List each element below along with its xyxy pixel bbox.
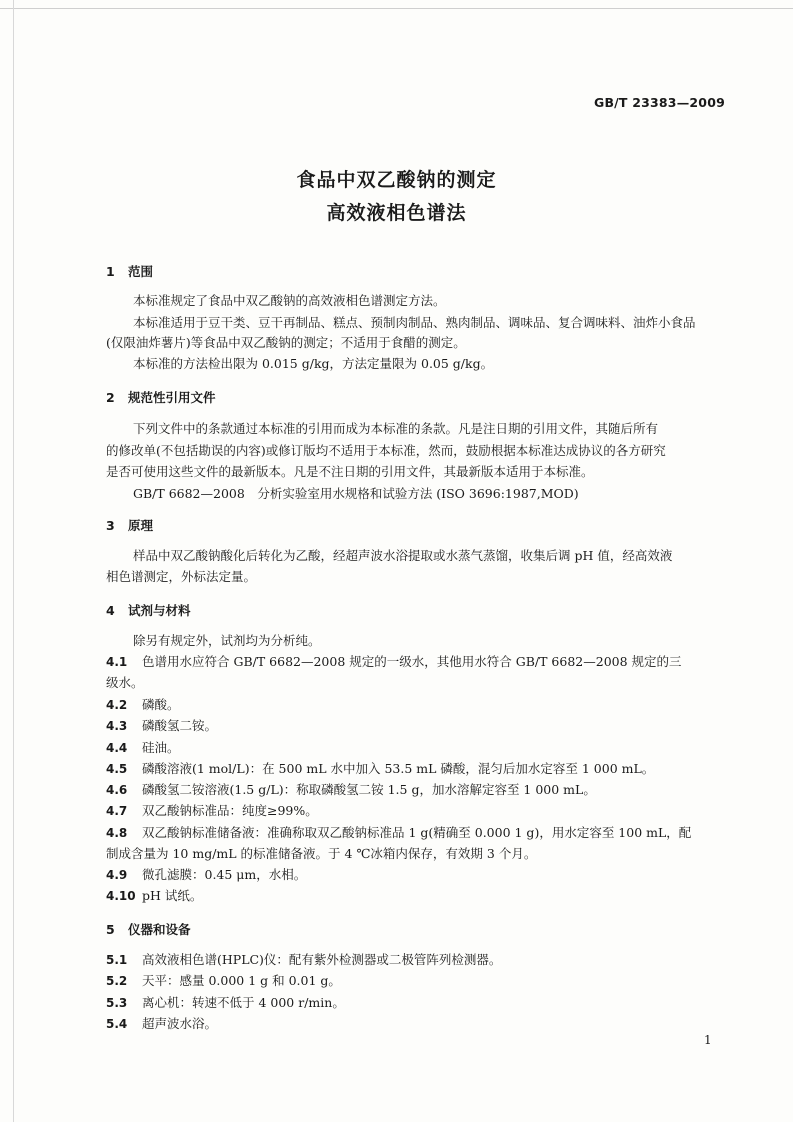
section-number: 1 (106, 264, 115, 279)
item-text: 色谱用水应符合 GB/T 6682—2008 规定的一级水，其他用水符合 GB/T 6682—2008 规定的三 (142, 654, 682, 669)
section-number: 5 (106, 922, 115, 937)
item-text: 磷酸溶液(1 mol/L)：在 500 mL 水中加入 53.5 mL 磷酸，混匀后加水定容至 1 000 mL。 (142, 761, 655, 776)
item-text: 磷酸氢二铵。 (142, 718, 218, 733)
document-title: 食品中双乙酸钠的测定 (296, 169, 497, 191)
paragraph-line: 本标准规定了食品中双乙酸钠的高效液相色谱测定方法。 (133, 293, 446, 308)
item-number: 4.6 (106, 783, 128, 797)
item-text: 高效液相色谱(HPLC)仪：配有紫外检测器或二极管阵列检测器。 (142, 952, 502, 967)
item-number: 4.8 (106, 826, 128, 840)
paragraph-line: 下列文件中的条款通过本标准的引用而成为本标准的条款。凡是注日期的引用文件，其随后所有 (133, 421, 659, 436)
list-item (106, 1016, 726, 1032)
section-number: 3 (106, 518, 115, 533)
list-item (106, 867, 726, 883)
paragraph-line: 相色谱测定，外标法定量。 (106, 569, 257, 584)
item-text: 离心机：转速不低于 4 000 r/min。 (142, 995, 345, 1010)
item-number: 4.3 (106, 719, 128, 733)
item-text: 双乙酸钠标准储备液：准确称取双乙酸钠标准品 1 g(精确至 0.000 1 g)，用水定容至 100 mL，配 (142, 825, 692, 840)
section-number: 2 (106, 390, 115, 405)
item-number: 4.7 (106, 804, 128, 818)
page-number: 1 (704, 1033, 712, 1047)
list-item (106, 697, 726, 713)
list-item (106, 782, 726, 798)
item-text: 天平：感量 0.000 1 g 和 0.01 g。 (142, 973, 341, 988)
standard-code: GB/T 23383—2009 (593, 95, 725, 110)
paragraph-line: 本标准适用于豆干类、豆干再制品、糕点、预制肉制品、熟肉制品、调味品、复合调味料、油炸小食品 (133, 315, 696, 330)
list-item (106, 761, 726, 777)
page-edge-top (0, 8, 793, 9)
paragraph-line: 是否可使用这些文件的最新版本。凡是不注日期的引用文件，其最新版本适用于本标准。 (106, 464, 594, 479)
item-text: pH 试纸。 (142, 888, 203, 903)
paragraph-line: 的修改单(不包括勘误的内容)或修订版均不适用于本标准，然而，鼓励根据本标准达成协议的各方研究 (106, 443, 666, 458)
list-item (106, 740, 726, 756)
section-title: 仪器和设备 (128, 922, 191, 937)
section-title: 范围 (128, 264, 154, 279)
item-number: 5.3 (106, 996, 128, 1010)
item-number: 4.4 (106, 741, 128, 755)
item-text: 磷酸。 (142, 697, 180, 712)
list-item (106, 718, 726, 734)
section-heading-scope (106, 262, 153, 280)
list-item (106, 995, 726, 1011)
section-title: 试剂与材料 (128, 603, 191, 618)
reference-entry: GB/T 6682—2008 分析实验室用水规格和试验方法 (ISO 3696:1987,MOD) (133, 486, 579, 501)
list-item (106, 952, 726, 968)
list-item (106, 803, 726, 819)
section-title: 原理 (128, 518, 154, 533)
list-item (106, 888, 726, 904)
item-number: 4.10 (106, 889, 136, 903)
item-text: 超声波水浴。 (142, 1016, 218, 1031)
item-text: 微孔滤膜：0.45 μm，水相。 (142, 867, 307, 882)
section-title: 规范性引用文件 (128, 390, 216, 405)
document-subtitle: 高效液相色谱法 (326, 202, 467, 224)
list-item (106, 825, 726, 841)
section-heading-apparatus (106, 920, 191, 938)
section-heading-reagents (106, 601, 191, 619)
section-number: 4 (106, 603, 115, 618)
item-number: 5.1 (106, 953, 128, 967)
item-number: 4.2 (106, 698, 128, 712)
item-number: 5.4 (106, 1017, 128, 1031)
list-item-continuation: 级水。 (106, 675, 144, 690)
list-item (106, 973, 726, 989)
item-number: 4.5 (106, 762, 128, 776)
paragraph-line: 除另有规定外，试剂均为分析纯。 (133, 633, 321, 648)
list-item-continuation: 制成含量为 10 mg/mL 的标准储备液。于 4 ℃冰箱内保存，有效期 3 个月。 (106, 846, 537, 861)
item-text: 双乙酸钠标准品：纯度≥99%。 (142, 803, 318, 818)
item-text: 硅油。 (142, 740, 180, 755)
item-text: 磷酸氢二铵溶液(1.5 g/L)：称取磷酸氢二铵 1.5 g，加水溶解定容至 1 000 mL。 (142, 782, 596, 797)
item-number: 5.2 (106, 974, 128, 988)
paragraph-line: 样品中双乙酸钠酸化后转化为乙酸，经超声波水浴提取或水蒸气蒸馏，收集后调 pH 值，经高效液 (133, 548, 673, 563)
list-item (106, 654, 726, 670)
section-heading-normative-references (106, 388, 216, 406)
paragraph-line: (仅限油炸薯片)等食品中双乙酸钠的测定；不适用于食醋的测定。 (106, 335, 466, 350)
section-heading-principle (106, 516, 153, 534)
item-number: 4.9 (106, 868, 128, 882)
paragraph-line: 本标准的方法检出限为 0.015 g/kg，方法定量限为 0.05 g/kg。 (133, 356, 494, 371)
item-number: 4.1 (106, 655, 128, 669)
